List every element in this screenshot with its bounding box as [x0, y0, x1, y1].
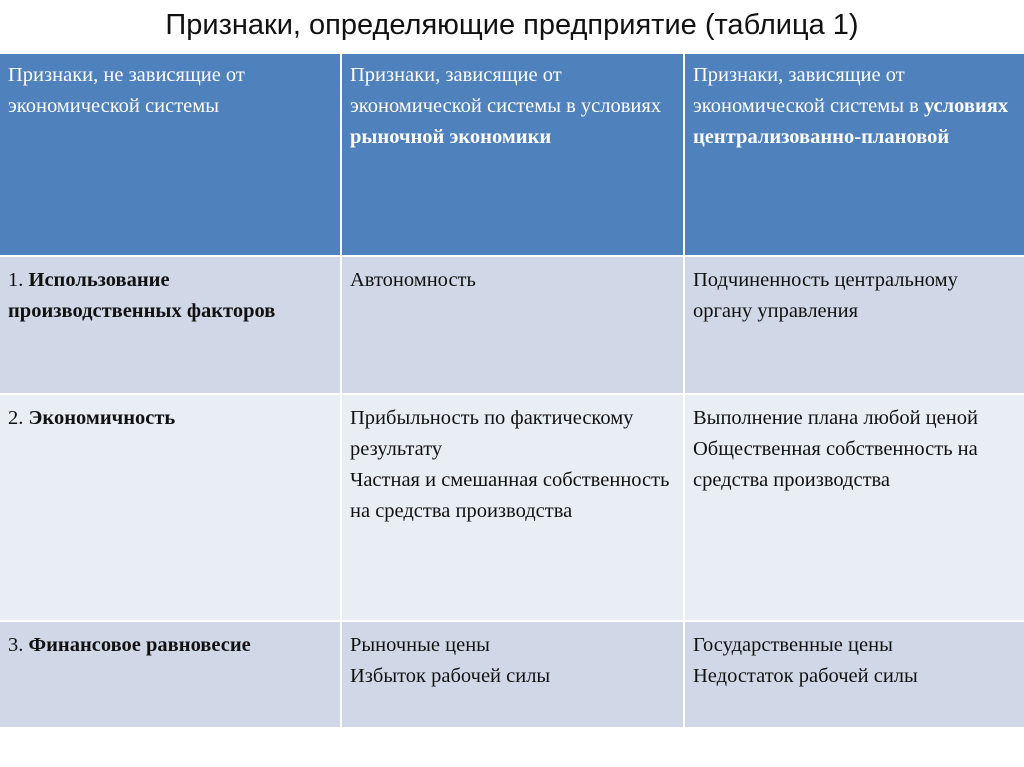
feature-name: Экономичность: [28, 407, 176, 429]
header-cell-independent: [0, 53, 341, 256]
header-text: Признаки, зависящие от экономической системы в: [693, 64, 924, 117]
feature-cell: [0, 621, 341, 728]
header-bold-text: условиях централизованно-плановой: [693, 95, 1009, 148]
header-bold-text: рыночной экономики: [350, 126, 552, 148]
table-row: [0, 621, 1024, 728]
feature-number: 3.: [8, 634, 29, 656]
planned-text: Государственные цены: [693, 634, 893, 656]
planned-cell: [684, 621, 1024, 728]
slide-title: Признаки, определяющие предприятие (таблица 1): [165, 9, 859, 41]
header-cell-market: [341, 53, 684, 256]
planned-cell: [684, 256, 1024, 394]
feature-name: Финансовое равновесие: [28, 634, 251, 656]
market-text: Автономность: [350, 269, 476, 291]
feature-cell: [0, 256, 341, 394]
market-text: Прибыльность по фактическому результату: [350, 407, 634, 460]
header-text: Признаки, не зависящие от экономической системы: [8, 64, 245, 117]
planned-text: Общественная собственность на средства производства: [693, 438, 978, 491]
market-text: Избыток рабочей силы: [350, 665, 551, 687]
feature-name: Использование производственных факторов: [8, 269, 276, 322]
market-cell: [341, 256, 684, 394]
table-header-row: [0, 53, 1024, 256]
market-cell: [341, 621, 684, 728]
market-text: Рыночные цены: [350, 634, 490, 656]
feature-number: 1.: [8, 269, 29, 291]
features-table: [0, 52, 1024, 729]
planned-text: Подчиненность центральному органу управления: [693, 269, 958, 322]
market-text: Частная и смешанная собственность на средства производства: [350, 469, 670, 522]
planned-text: Недостаток рабочей силы: [693, 665, 918, 687]
market-cell: [341, 394, 684, 621]
header-text: Признаки, зависящие от экономической системы в условиях: [350, 64, 662, 117]
table-row: [0, 394, 1024, 621]
planned-cell: [684, 394, 1024, 621]
header-cell-planned: [684, 53, 1024, 256]
table-row: [0, 256, 1024, 394]
feature-number: 2.: [8, 407, 29, 429]
feature-cell: [0, 394, 341, 621]
planned-text: Выполнение плана любой ценой: [693, 407, 978, 429]
